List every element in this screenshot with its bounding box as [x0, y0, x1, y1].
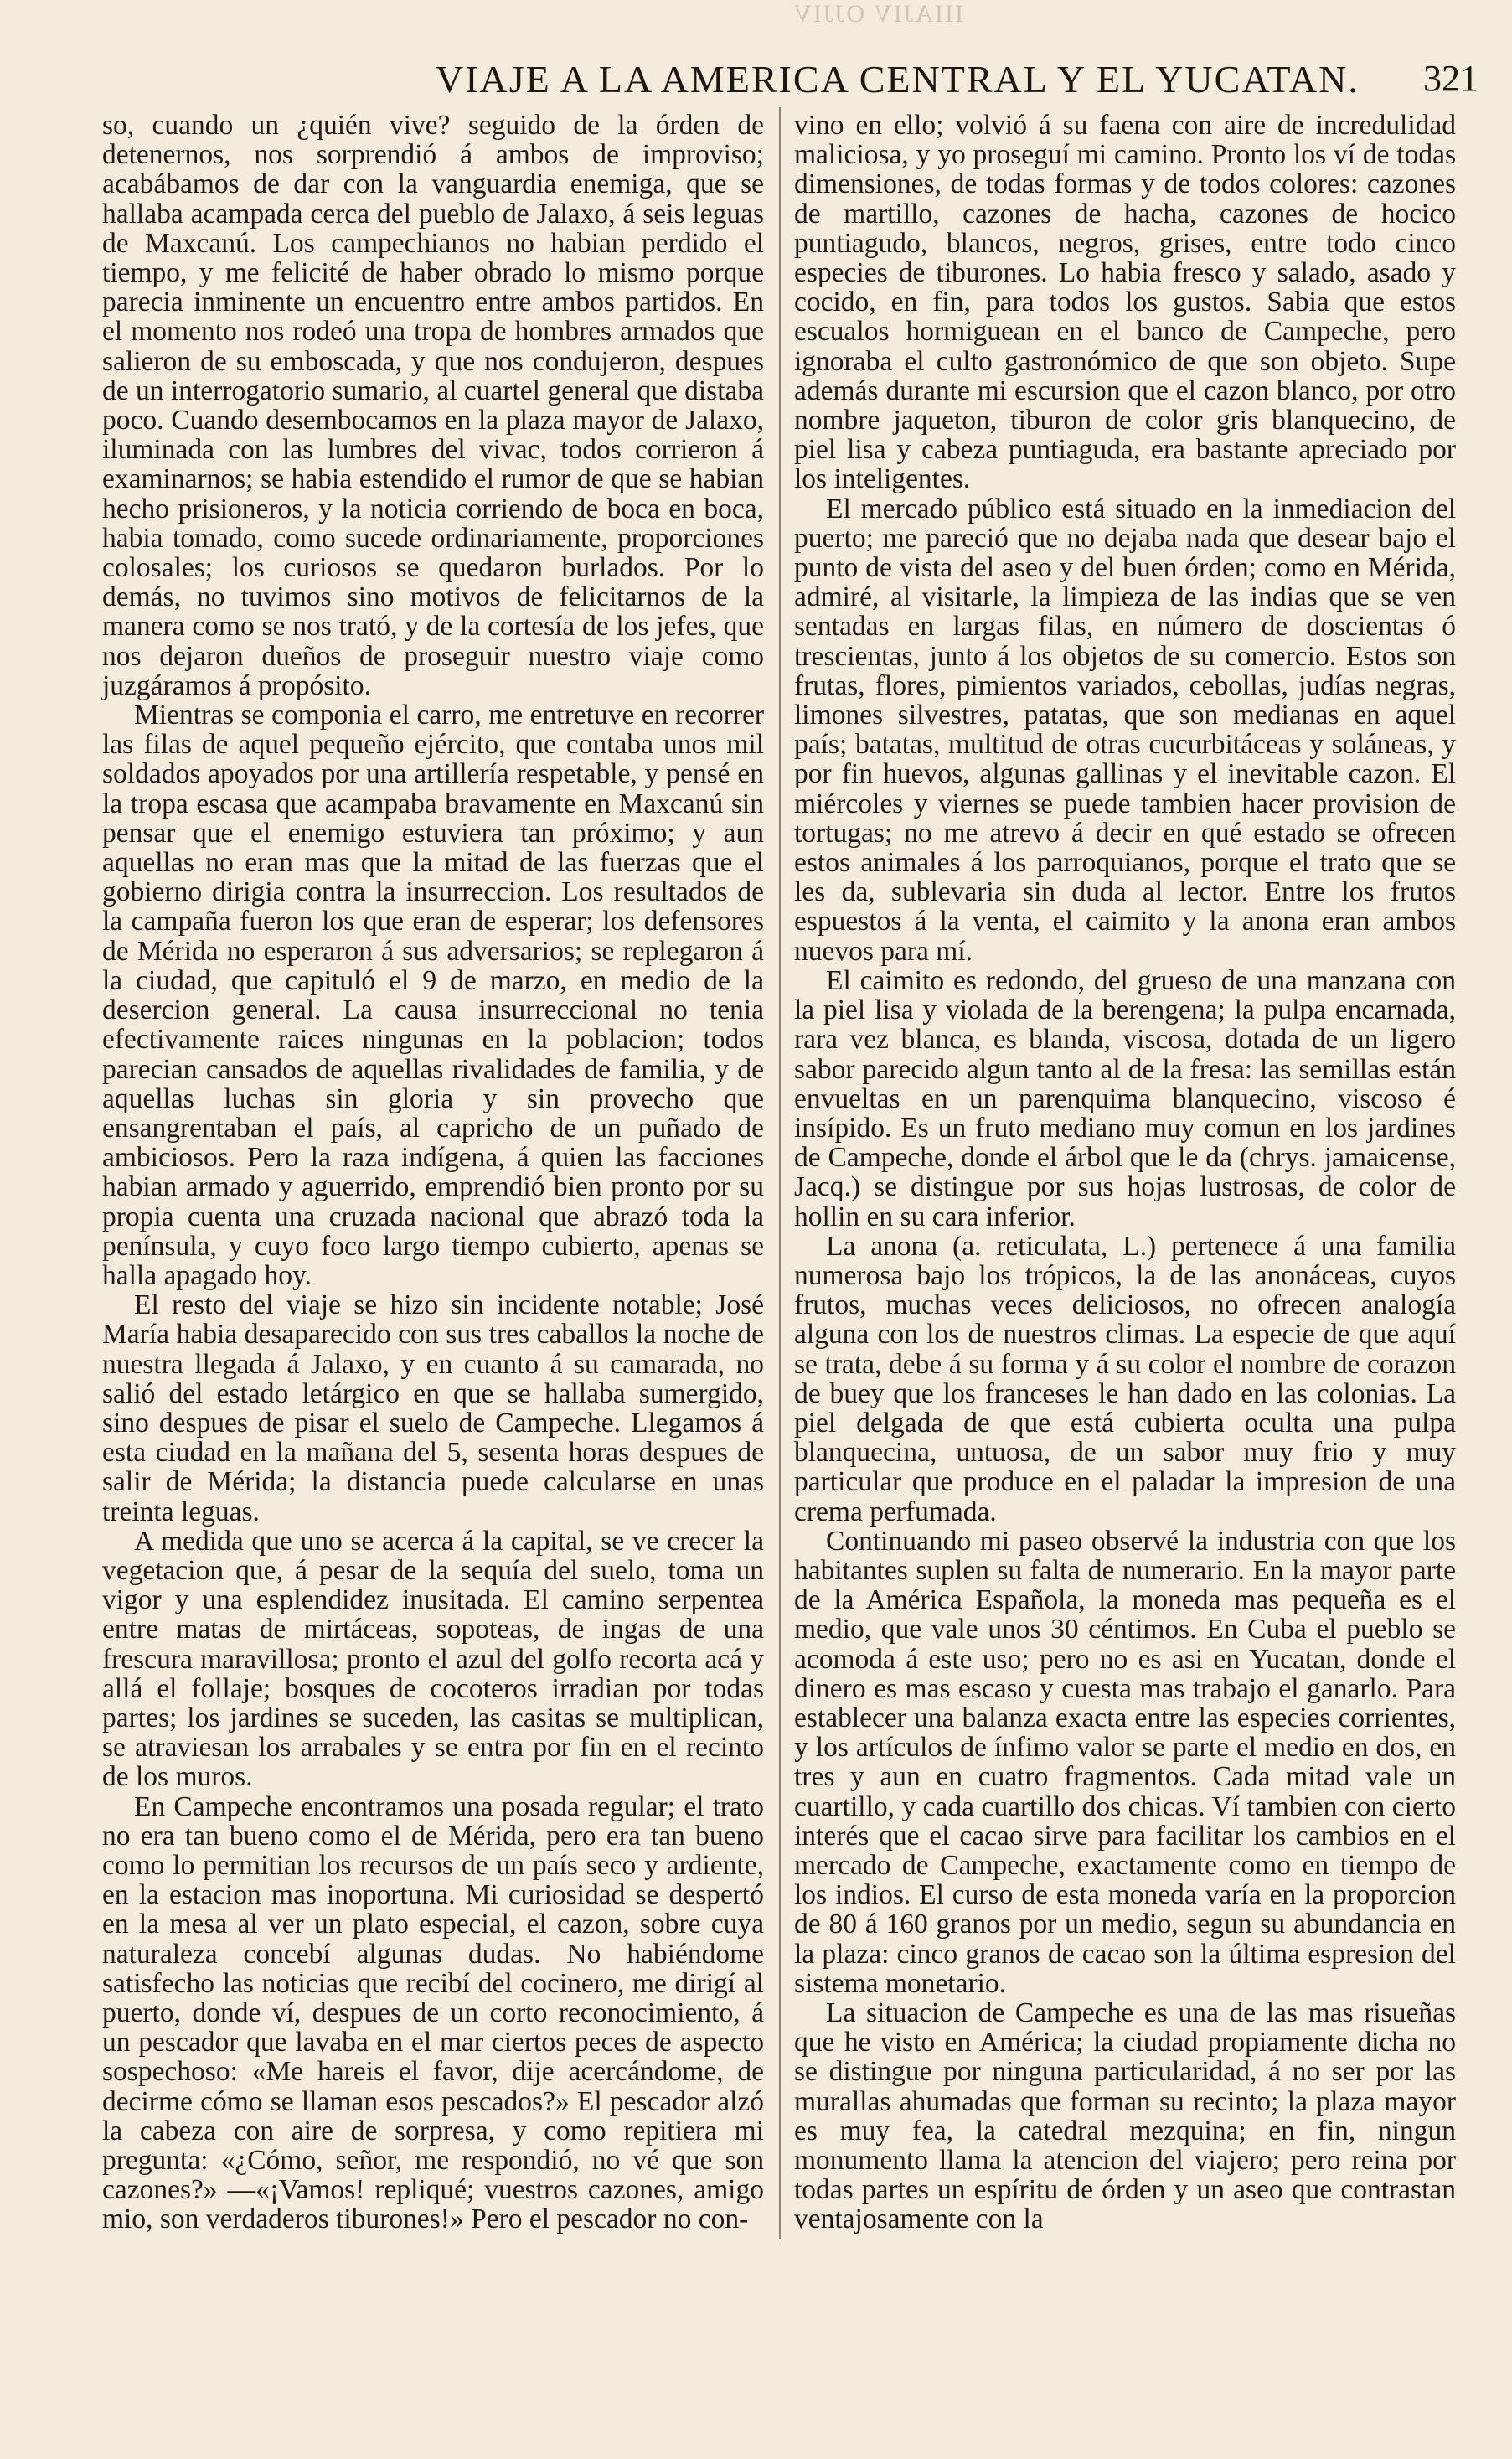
- paragraph: so, cuando un ¿quién vive? seguido de la órden de detenernos, nos sorprendió á ambos de improviso; acabábamos de dar con la vanguardia enemiga, que se hallaba acampada cerca del pueblo de Jalaxo, á seis leguas de Maxcanú. Los campechianos no habian perdido el tiempo, y me felicité de haber obrado lo mismo porque parecia inminente un encuentro entre ambos partidos. En el momento nos rodeó una tropa de hombres armados que salieron de su emboscada, y que nos condujeron, despues de un interrogatorio sumario, al cuartel general que distaba poco. Cuando desembocamos en la plaza mayor de Jalaxo, iluminada con las lumbres del vivac, todos corrieron á examinarnos; se habia estendido el rumor de que se habian hecho prisioneros, y la noticia corriendo de boca en boca, habia tomado, como sucede ordinariamente, proporciones colosales; los curiosos se quedaron burlados. Por lo demás, no tuvimos sino motivos de felicitarnos de la manera como se nos trató, y de la cortesía de los jefes, que nos dejaron dueños de proseguir nuestro viaje como juzgáramos á propósito.: [102, 110, 764, 701]
- right-column: [794, 111, 1456, 2234]
- paragraph: Continuando mi paseo observé la industria con que los habitantes suplen su falta de numerario. En la mayor parte de la América Española, la moneda mas pequeña es el medio, que vale unos 30 céntimos. En Cuba el pueblo se acomoda á este uso; pero no es asi en Yucatan, donde el dinero es mas escaso y cuesta mas trabajo el ganarlo. Para establecer una balanza exacta entre las especies corrientes, y los artículos de ínfimo valor se parte el medio en dos, en tres y aun en cuatro fragmentos. Cada mitad vale un cuartillo, y cada cuartillo dos chicas. Ví tambien con cierto interés que el cacao sirve para facilitar los cambios en el mercado de Campeche, exactamente como en tiempo de los indios. El curso de esta moneda varía en la proporcion de 80 á 160 granos por un medio, segun su abundancia en la plaza: cinco granos de cacao son la última espresion del sistema monetario.: [794, 1525, 1456, 1999]
- page-header: [0, 57, 1512, 107]
- paragraph: El resto del viaje se hizo sin incidente notable; José María habia desaparecido con sus tres caballos la noche de nuestra llegada á Jalaxo, y en cuanto á su camarada, no salió del estado letárgico en que se hallaba sumergido, sino despues de pisar el suelo de Campeche. Llegamos á esta ciudad en la mañana del 5, sesenta horas despues de salir de Mérida; la distancia puede calcularse en unas treinta leguas.: [102, 1289, 764, 1527]
- paragraph: El caimito es redondo, del grueso de una manzana con la piel lisa y violada de la berengena; la pulpa encarnada, rara vez blanca, es blanda, viscosa, dotada de un ligero sabor parecido algun tanto al de la fresa: las semillas están envueltas en un parenquima blanquecino, viscoso é insípido. Es un fruto mediano muy comun en los jardines de Campeche, donde el árbol que le da (chrys. jamaicense, Jacq.) se distingue por sus hojas lustrosas, de color de hollin en su cara inferior.: [794, 964, 1456, 1232]
- paragraph: En Campeche encontramos una posada regular; el trato no era tan bueno como el de Mérida, pero era tan bueno como lo permitian los recursos de un país seco y ardiente, en la estacion mas inoportuna. Mi curiosidad se despertó en la mesa al ver un plato especial, el cazon, sobre cuya naturaleza concebí algunas dudas. No habiéndome satisfecho las noticias que recibí del cocinero, me dirigí al puerto, donde ví, despues de un corto reconocimiento, á un pescador que lavaba en el mar ciertos peces de aspecto sospechoso: «Me hareis el favor, dije acercándome, de decirme cómo se llaman esos pescados?» El pescador alzó la cabeza con aire de sorpresa, y como repitiera mi pregunta: «¿Cómo, señor, me respondió, no vé que son cazones?» —«¡Vamos! repliqué; vuestros cazones, amigo mio, son verdaderos tiburones!» Pero el pescador no con-: [102, 1790, 764, 2235]
- paragraph: vino en ello; volvió á su faena con aire de incredulidad maliciosa, y yo proseguí mi camino. Pronto los ví de todas dimensiones, de todas formas y de todos colores: cazones de martillo, cazones de hacha, cazones de hocico puntiagudo, blancos, negros, grises, entre todo cinco especies de tiburones. Lo habia fresco y salado, asado y cocido, en fin, para todos los gustos. Sabia que estos escualos hormiguean en el banco de Campeche, pero ignoraba el culto gastronómico de que son objeto. Supe además durante mi escursion que el cazon blanco, por otro nombre jaqueton, tiburon de color gris blanquecino, de piel lisa y cabeza puntiaguda, era bastante apreciado por los inteligentes.: [794, 110, 1456, 495]
- running-title: VIAJE A LA AMERICA CENTRAL Y EL YUCATAN.: [436, 58, 1360, 101]
- left-column: [102, 111, 764, 2234]
- paragraph: El mercado público está situado en la inmediacion del puerto; me pareció que no dejaba nada que desear bajo el punto de vista del aseo y del buen órden; como en Mérida, admiré, al visitarle, la limpieza de las indias que se ven sentadas en largas filas, en número de doscientas ó trescientas, junto á los objetos de su comercio. Estos son frutas, flores, pimientos variados, cebollas, judías negras, limones silvestres, patatas, que son medianas en aquel país; batatas, multitud de otras cucurbitáceas y soláneas, y por fin huevos, algunas gallinas y el inevitable cazon. El miércoles y viernes se puede tambien hacer provision de tortugas; no me atrevo á decir en qué estado se ofrecen estos animales á los parroquianos, porque el trato que se les da, sublevaria sin duda al lector. Entre los frutos espuestos á la venta, el caimito y la anona eran ambos nuevos para mí.: [794, 493, 1456, 967]
- paragraph: La anona (a. reticulata, L.) pertenece á una familia numerosa bajo los trópicos, la de las anonáceas, cuyos frutos, muchas veces deliciosos, no ofrecen analogía alguna con los de nuestros climas. La especie de que aquí se trata, debe á su forma y á su color el nombre de corazon de buey que los franceses le han dado en las colonias. La piel delgada de que está cubierta oculta una pulpa blanquecina, untuosa, de un sabor muy frio y muy particular que produce en el paladar la impresion de una crema perfumada.: [794, 1230, 1456, 1527]
- paragraph: Mientras se componia el carro, me entretuve en recorrer las filas de aquel pequeño ejército, que contaba unos mil soldados apoyados por una artillería respetable, y pensé en la tropa escasa que acampaba bravamente en Maxcanú sin pensar que el enemigo estuviera tan próximo; y aun aquellas no eran mas que la mitad de las fuerzas que el gobierno dirigia contra la insurreccion. Los resultados de la campaña fueron los que eran de esperar; los defensores de Mérida no esperaron á sus adversarios; se replegaron á la ciudad, que capituló el 9 de marzo, en medio de la desercion general. La causa insurreccional no tenia efectivamente raices ningunas en la poblacion; todos parecian cansados de aquellas rivalidades de familia, y de aquellas luchas sin gloria y sin provecho que ensangrentaban el país, al capricho de un puñado de ambiciosos. Pero la raza indígena, á quien las facciones habian armado y aguerrido, emprendió bien pronto por su propia cuenta una cruzada nacional que abrazó toda la península, y cuyo foco largo tiempo cubierto, apenas se halla apagado hoy.: [102, 700, 764, 1291]
- page-number: 321: [1423, 58, 1478, 99]
- column-divider: [779, 107, 781, 2239]
- paragraph: La situacion de Campeche es una de las mas risueñas que he visto en América; la ciudad propiamente dicha no se distingue por ninguna particularidad, á no ser por las murallas ahumadas que forman su recinto; la plaza mayor es muy fea, la catedral mezquina; en fin, ningun monumento llama la atencion del viajero; pero reina por todas partes un espíritu de órden y un aseo que contrastan ventajosamente con la: [794, 1997, 1456, 2235]
- paragraph: A medida que uno se acerca á la capital, se ve crecer la vegetacion que, á pesar de la sequía del suelo, toma un vigor y una esplendidez inusitada. El camino serpentea entre matas de mirtáceas, sopoteas, de ingas de una frescura maravillosa; pronto el azul del golfo recorta acá y allá el follaje; bosques de cocoteros irradian por todas partes; los jardines se suceden, las casitas se multiplican, se atraviesan los arrabales y se entra por fin en el recinto de los muros.: [102, 1525, 764, 1793]
- bleed-through-text: IIIAJIV OJJIV: [792, 0, 963, 28]
